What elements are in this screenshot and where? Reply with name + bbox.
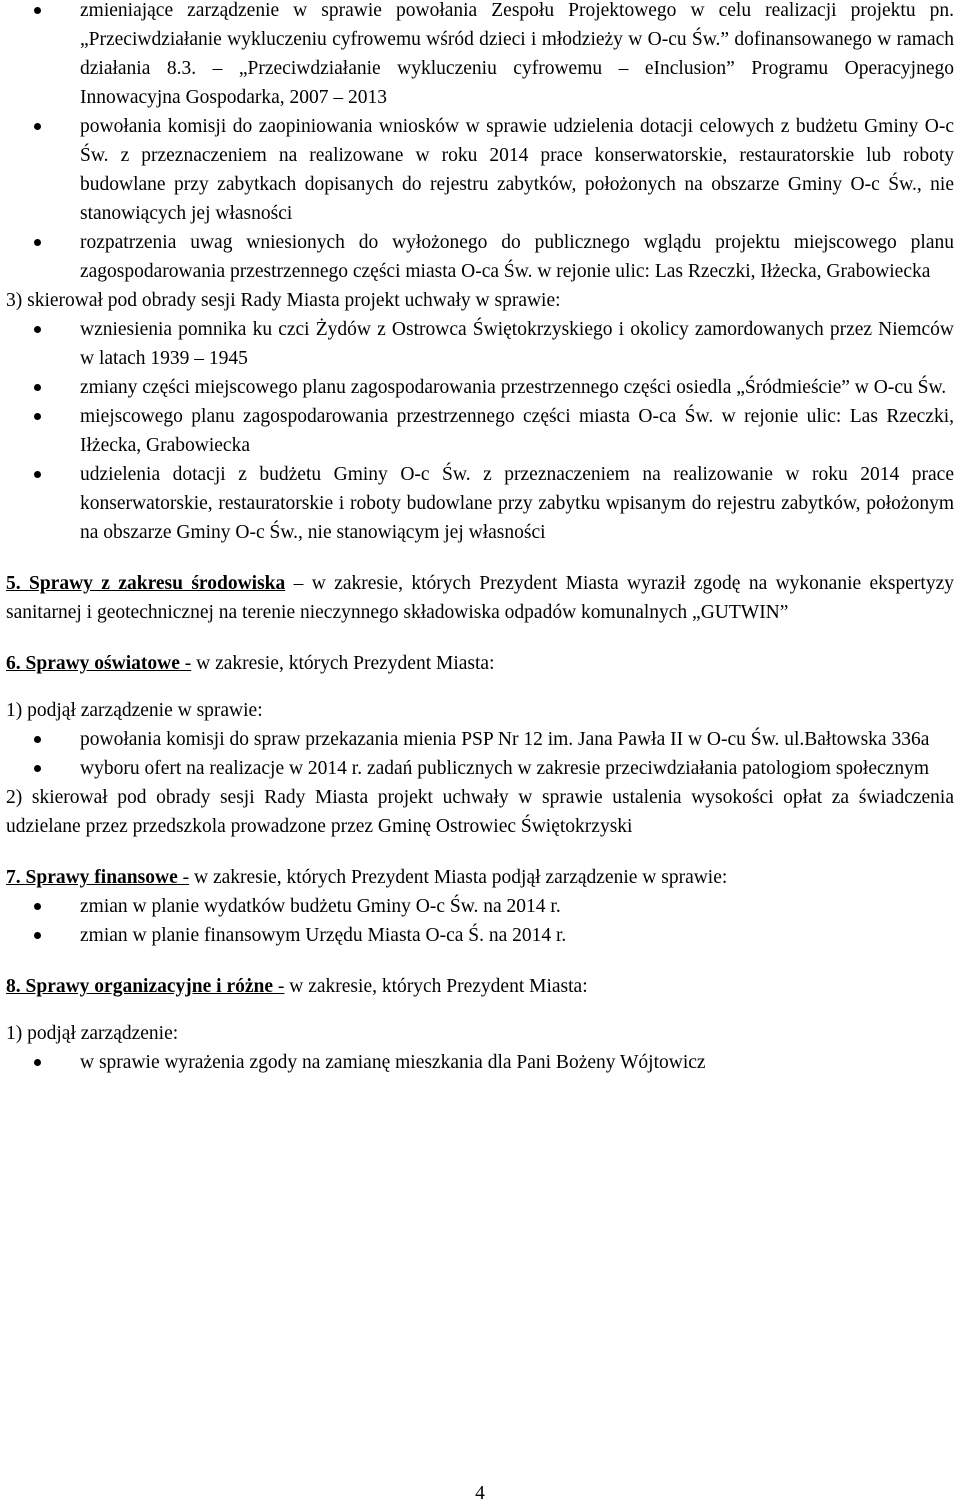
block2-intro: 3) skierował pod obrady sesji Rady Miasta projekt uchwały w sprawie:: [6, 290, 561, 311]
section-7-paragraph: [6, 863, 954, 892]
bullet-icon: [34, 1059, 41, 1066]
bullet-icon: [34, 903, 41, 910]
page-number: 4: [475, 1483, 485, 1504]
spacer: [6, 950, 954, 972]
section-8-sub1-intro: 1) podjął zarządzenie:: [6, 1023, 179, 1044]
list-item: powołania komisji do spraw przekazania mienia PSP Nr 12 im. Jana Pawła II w O-cu Św. ul.Bałtowska 336a: [6, 725, 954, 754]
section-6-text: w zakresie, których Prezydent Miasta:: [191, 653, 495, 674]
section-6-paragraph: [6, 649, 954, 678]
list-item: wyboru ofert na realizacje w 2014 r. zadań publicznych w zakresie przeciwdziałania patologiom społecznym: [6, 754, 954, 783]
section-5-text: – w zakresie, których Prezydent Miasta wyraził zgodę na wykonanie ekspertyzy sanitarnej i geotechnicznej na terenie nieczynnego składowiska odpadów komunalnych „GUTWIN”: [6, 573, 954, 623]
spacer: [6, 547, 954, 569]
bullet-list-section6: [6, 725, 954, 783]
section-8-paragraph: [6, 972, 954, 1001]
bullet-icon: [34, 736, 41, 743]
section-7-dash: -: [177, 867, 190, 888]
section-6-heading: 6. Sprawy oświatowe: [6, 653, 180, 674]
section-8-dash: -: [273, 976, 285, 997]
list-item: powołania komisji do zaopiniowania wniosków w sprawie udzielenia dotacji celowych z budżetu Gminy O-c Św. z przeznaczeniem na realizowane w roku 2014 prace konserwatorskie, restauratorskie lub roboty budowlane przy zabytkach dopisanych do rejestru zabytków, położonych na obszarze Gminy O-c Św., nie stanowiących jej własności: [6, 112, 954, 228]
document-content: [6, 0, 954, 1077]
list-item: zmiany części miejscowego planu zagospodarowania przestrzennego części osiedla „Śródmieście” w O-cu Św.: [6, 373, 954, 402]
list-item: udzielenia dotacji z budżetu Gminy O-c Św. z przeznaczeniem na realizowanie w roku 2014 prace konserwatorskie, restauratorskie i roboty budowlane przy zabytku wpisanym do rejestru zabytków, położonym na obszarze Gminy O-c Św., nie stanowiącym jej własności: [6, 460, 954, 547]
list-item: wzniesienia pomnika ku czci Żydów z Ostrowca Świętokrzyskiego i okolicy zamordowanych przez Niemców w latach 1939 – 1945: [6, 315, 954, 373]
list-item: w sprawie wyrażenia zgody na zamianę mieszkania dla Pani Bożeny Wójtowicz: [6, 1048, 954, 1077]
bullet-list-section8: [6, 1048, 954, 1077]
bullet-list-section7: [6, 892, 954, 950]
bullet-list-block1: [6, 0, 954, 286]
bullet-icon: [34, 413, 41, 420]
bullet-icon: [34, 384, 41, 391]
bullet-icon: [34, 7, 41, 14]
bullet-icon: [34, 123, 41, 130]
spacer: [6, 627, 954, 649]
section-6-dash: -: [179, 653, 192, 674]
list-item: rozpatrzenia uwag wniesionych do wyłożonego do publicznego wglądu projektu miejscowego planu zagospodarowania przestrzennego części miasta O-ca Św. w rejonie ulic: Las Rzeczki, Iłżecka, Grabowiecka: [6, 228, 954, 286]
spacer: [6, 678, 954, 696]
spacer: [6, 841, 954, 863]
section-6-sub1-intro: 1) podjął zarządzenie w sprawie:: [6, 700, 263, 721]
list-item: zmian w planie wydatków budżetu Gminy O-c Św. na 2014 r.: [6, 892, 954, 921]
bullet-icon: [34, 471, 41, 478]
section-5-heading: 5. Sprawy z zakresu środowiska: [6, 573, 286, 594]
bullet-icon: [34, 932, 41, 939]
list-item: zmian w planie finansowym Urzędu Miasta O-ca Ś. na 2014 r.: [6, 921, 954, 950]
section-8-heading: 8. Sprawy organizacyjne i różne: [6, 976, 274, 997]
section-8-text: w zakresie, których Prezydent Miasta:: [284, 976, 588, 997]
list-item: miejscowego planu zagospodarowania przestrzennego części miasta O-ca Św. w rejonie ulic: Las Rzeczki, Iłżecka, Grabowiecka: [6, 402, 954, 460]
bullet-icon: [34, 239, 41, 246]
spacer: [6, 1001, 954, 1019]
list-item: zmieniające zarządzenie w sprawie powołania Zespołu Projektowego w celu realizacji projektu pn. „Przeciwdziałanie wykluczeniu cyfrowemu wśród dzieci i młodzieży w O-cu Św.” dofinansowanego w ramach działania 8.3. – „Przeciwdziałanie wykluczeniu cyfrowemu – eInclusion” Programu Operacyjnego Innowacyjna Gospodarka, 2007 – 2013: [6, 0, 954, 112]
bullet-list-block2: [6, 315, 954, 547]
section-7-text: w zakresie, których Prezydent Miasta podjął zarządzenie w sprawie:: [189, 867, 728, 888]
section-5-paragraph: [6, 569, 954, 627]
bullet-icon: [34, 765, 41, 772]
bullet-icon: [34, 326, 41, 333]
section-6-sub2: 2) skierował pod obrady sesji Rady Miasta projekt uchwały w sprawie ustalenia wysokości opłat za świadczenia udzielane przez przedszkola prowadzone przez Gminę Ostrowiec Świętokrzyski: [6, 787, 954, 837]
section-7-heading: 7. Sprawy finansowe: [6, 867, 178, 888]
